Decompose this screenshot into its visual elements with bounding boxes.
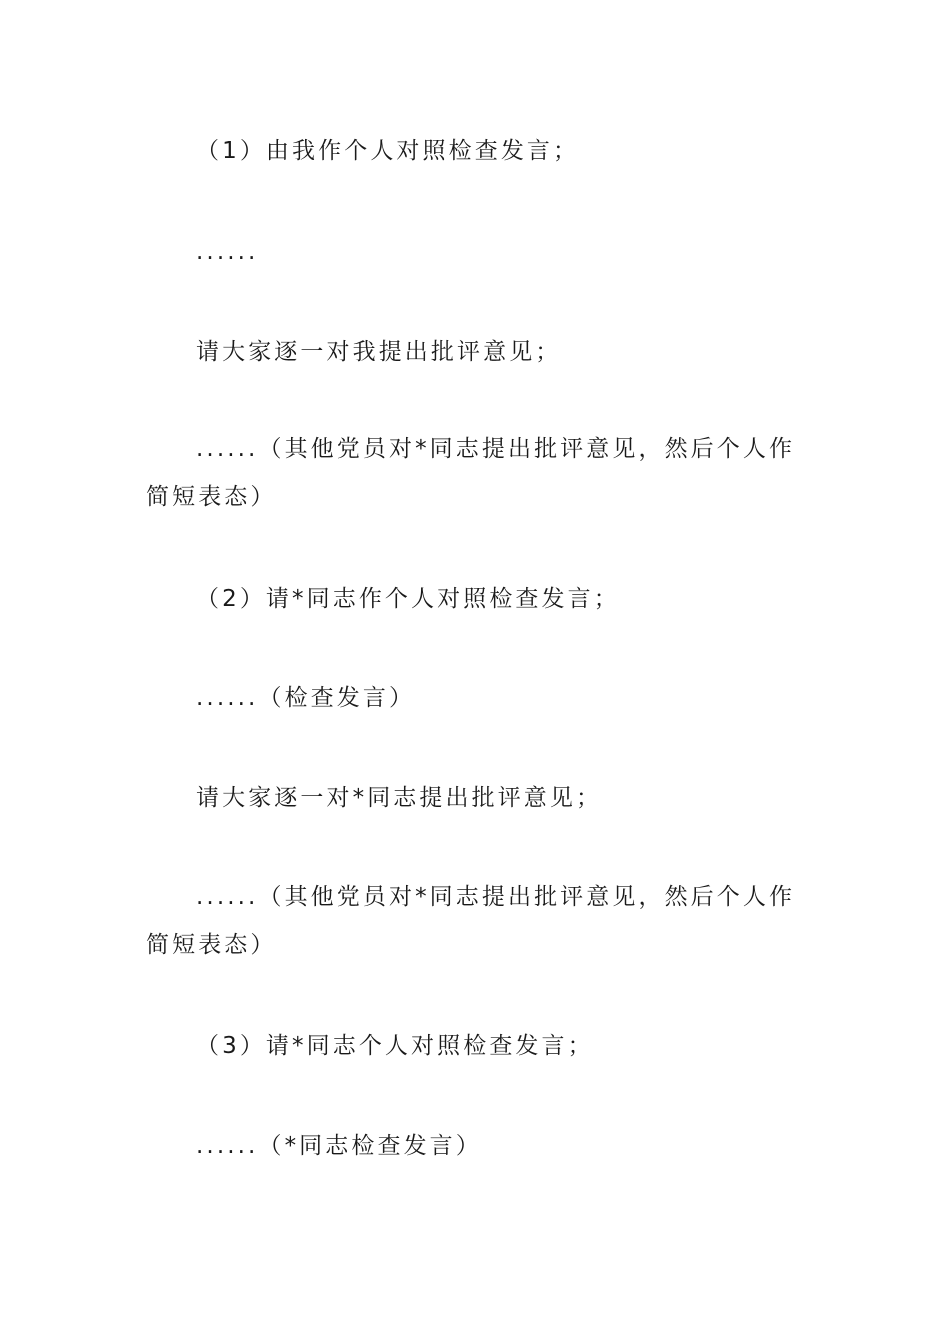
- paragraph-self-review: （1）由我作个人对照检查发言；: [196, 138, 580, 164]
- paragraph-comrade-review-3: （3）请*同志个人对照检查发言；: [196, 1033, 594, 1059]
- paragraph-request-criticism-me: 请大家逐一对我提出批评意见；: [196, 339, 562, 365]
- paragraph-review-speech: ......（检查发言）: [196, 685, 416, 711]
- paragraph-comrade-review-speech: ......（*同志检查发言）: [196, 1133, 482, 1159]
- paragraph-request-criticism-comrade: 请大家逐一对*同志提出批评意见；: [196, 785, 603, 811]
- paragraph-other-members-criticism-2: ......（其他党员对*同志提出批评意见，然后个人作简短表态）: [146, 884, 796, 958]
- paragraph-comrade-review-2: （2）请*同志作个人对照检查发言；: [196, 586, 620, 612]
- paragraph-other-members-criticism-1: ......（其他党员对*同志提出批评意见，然后个人作简短表态）: [146, 436, 796, 510]
- paragraph-ellipsis: ......: [196, 239, 259, 265]
